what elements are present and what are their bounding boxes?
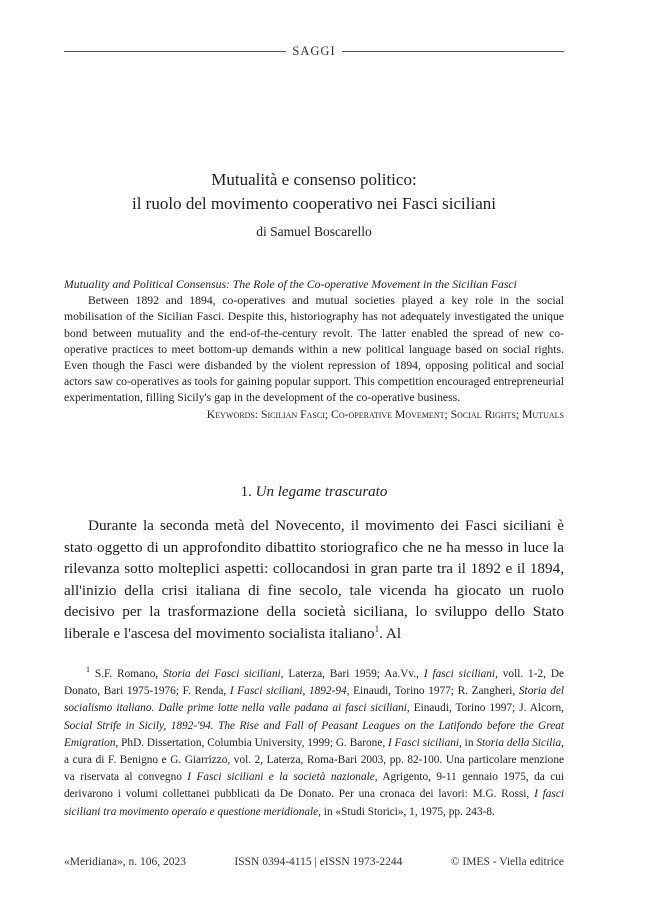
- footer-journal: «Meridiana», n. 106, 2023: [64, 856, 187, 868]
- abstract-body: Between 1892 and 1894, co-operatives and mutual societies played a key role in the social mobilisation of the Sicilian Fasci. Despite this, historiography has not adequately investigated the unique bond between mutuality and the end-of-the-century revolt. The latter enabled the spread of new co-operative practices to meet bottom-up demands within a new political language based on social rights. Even though the Fasci were disbanded by the violent repression of 1894, opposing political and social actors saw co-operatives as tools for gaining popular support. This competition encouraged entrepreneurial experimentation, filling Sicily's gap in the development of the co-operative business.: [64, 294, 564, 405]
- footnote-part: , Einaudi, Torino 1977; R. Zangheri,: [346, 685, 519, 698]
- footnote-work-title: I fasci siciliani: [423, 668, 496, 680]
- footnote-work-title: I fasci siciliani tra movimento operaio e questione meridionale: [64, 788, 564, 818]
- article-title-line-1: Mutualità e consenso politico:: [211, 170, 417, 189]
- section-title: Un legame trascurato: [255, 484, 388, 500]
- body-paragraph-text: Durante la seconda metà del Novecento, il movimento dei Fasci siciliani è stato oggetto di un approfondito dibattito storiografico che ne ha messo in luce la rilevanza sotto molteplici aspetti: collocandosi in gran parte tra il 1892 e il 1894, all'inizio della crisi italiana di fine secolo, tale vicenda ha giocato un ruolo decisivo per la trasformazione della società siciliana, lo sviluppo dello Stato liberale e l'ascesa del movimento socialista italiano: [64, 517, 564, 642]
- section-number: 1.: [240, 484, 252, 500]
- footnote-work-title: Storia del socialismo italiano. Dalle prime lotte nella valle padana ai fasci siciliani: [64, 685, 564, 715]
- article-title-line-2: il ruolo del movimento cooperativo nei Fasci siciliani: [131, 194, 496, 213]
- footnote-work-title: I Fasci siciliani: [388, 736, 459, 749]
- abstract-keywords: Keywords: Sicilian Fasci; Co-operative Movement; Social Rights; Mutuals: [206, 407, 564, 421]
- author-byline: di Samuel Boscarello: [256, 224, 372, 239]
- footnote-part: , in: [459, 736, 477, 749]
- footnote: [64, 666, 564, 821]
- footnote-work-title: Social Strife in Sicily, 1892-'94. The Rise and Fall of Peasant Leagues on the Latifondo before the Great Emigration: [64, 719, 564, 749]
- footnote-number: 1: [86, 665, 90, 675]
- footnote-part: , PhD. Dissertation, Columbia University, 1999; G. Barone,: [115, 736, 389, 749]
- footnote-part: , Laterza, Bari 1959; Aa.Vv.,: [280, 668, 424, 680]
- running-head: [64, 44, 564, 59]
- footnote-work-title: I Fasci siciliani, 1892-94: [229, 685, 347, 698]
- footnote-part: , voll. 1-2, De Donato, Bari 1975-1976; F. Renda,: [64, 668, 564, 698]
- footnote-text: [64, 668, 564, 818]
- article-title: [64, 168, 564, 216]
- footer-issn: ISSN 0394-4115 | eISSN 1973-2244: [234, 856, 403, 868]
- running-head-rule-right: [342, 51, 564, 52]
- footnote-part: , Einaudi, Torino 1997; J. Alcorn,: [406, 702, 565, 715]
- running-head-label: SAGGI: [292, 44, 336, 58]
- body-paragraph-tail: . Al: [379, 624, 402, 642]
- page-footer: [64, 856, 564, 868]
- footnote-work-title: Storia della Sicilia: [476, 736, 562, 749]
- footnote-reference[interactable]: 1: [374, 623, 380, 634]
- footnote-part: , a cura di F. Benigno e G. Giarrizzo, vol. 2, Laterza, Roma-Bari 2003, pp. 82-100. Una particolare menzione va riservata al convegno: [64, 736, 564, 784]
- footnote-work-title: Storia dei Fasci siciliani: [163, 668, 281, 680]
- section-heading: [64, 484, 564, 501]
- running-head-rule-left: [64, 51, 286, 52]
- footer-publisher: © IMES - Viella editrice: [450, 856, 564, 868]
- abstract: [64, 277, 564, 423]
- abstract-title: Mutuality and Political Consensus: The Role of the Co-operative Movement in the Sicilian Fasci: [64, 278, 517, 291]
- footnote-part: , in «Studi Storici», 1, 1975, pp. 243-8.: [318, 805, 495, 818]
- footnote-work-title: I Fasci siciliani e la società nazionale: [187, 771, 375, 784]
- footnote-part: S.F. Romano,: [90, 668, 164, 680]
- body-paragraph: [64, 515, 564, 644]
- footnote-part: , Agrigento, 9-11 gennaio 1975, da cui derivarono i volumi collettanei pubblicati da De Donato. Per una cronaca dei lavori: M.G. Rossi,: [64, 771, 564, 801]
